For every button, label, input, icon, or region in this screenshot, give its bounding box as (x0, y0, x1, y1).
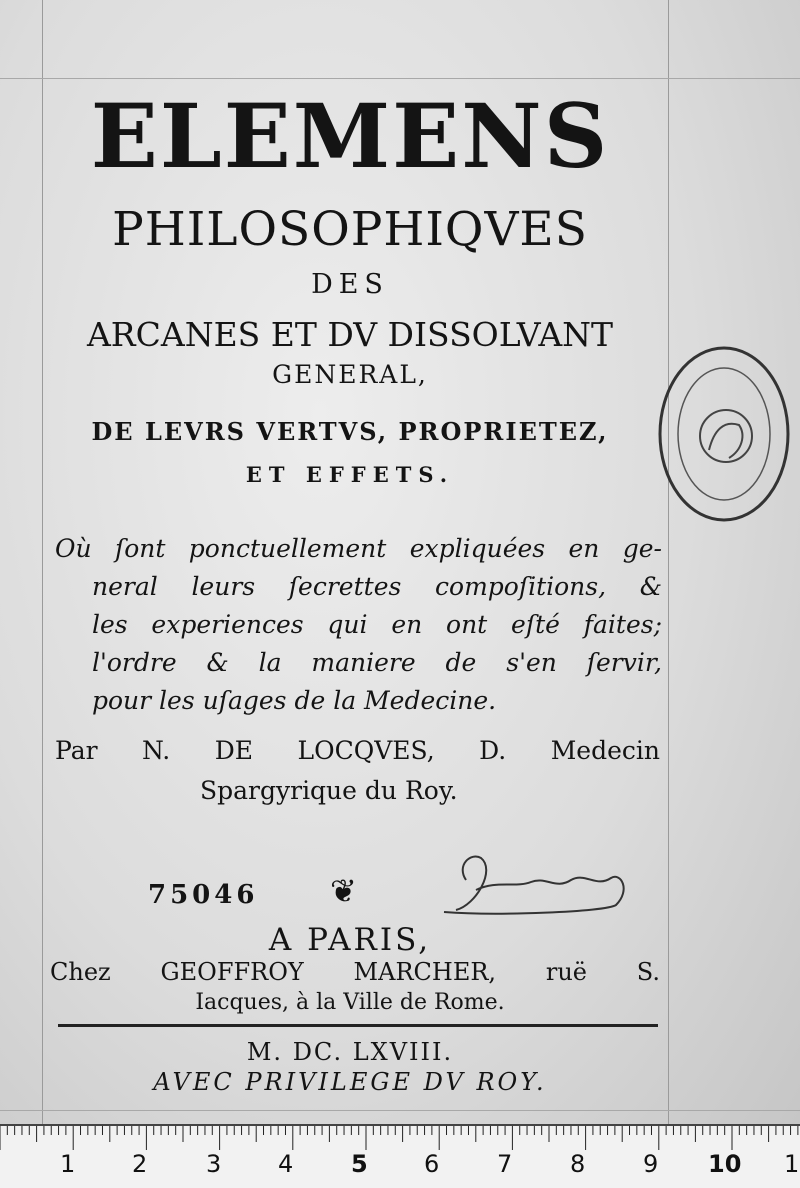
fleuron-ornament: ❦ (330, 872, 357, 910)
handwritten-signature (436, 850, 636, 920)
title-elemens: ELEMENS (90, 84, 610, 188)
guide-rule (0, 1110, 800, 1111)
ruler-label: 10 (708, 1150, 742, 1178)
ruler-ticks (0, 1126, 800, 1156)
subtitle-effets: ET EFFETS. (245, 462, 455, 487)
title-philosophiques: PHILOSOPHIQVES (112, 202, 588, 257)
imprint-city: A PARIS, (268, 922, 432, 958)
title-general: GENERAL, (272, 360, 428, 389)
ruler-label: 2 (132, 1150, 148, 1178)
shelf-number: 75046 (148, 880, 259, 910)
publisher-line: Chez GEOFFROY MARCHER, ruë S. (50, 958, 660, 986)
measuring-ruler (0, 1124, 800, 1188)
royal-privilege: AVEC PRIVILEGE DV ROY. (153, 1068, 547, 1096)
ruler-label: 4 (278, 1150, 294, 1178)
title-arcanes: ARCANES ET DV DISSOLVANT (86, 315, 614, 354)
publisher-address: Iacques, à la Ville de Rome. (195, 990, 505, 1015)
ruler-label: 3 (206, 1150, 222, 1178)
ruler-label: 8 (570, 1150, 586, 1178)
ruler-label: 1 (60, 1150, 76, 1178)
publication-date: M. DC. LXVIII. (246, 1038, 454, 1066)
description-line: les experiences qui en ont eſté faites; (92, 610, 662, 639)
ruler-label: 5 (351, 1150, 368, 1178)
ruler-label: 1 (784, 1150, 800, 1178)
ruler-label: 7 (497, 1150, 513, 1178)
author-line: Par N. DE LOCQVES, D. Medecin (55, 736, 660, 765)
title-des: DES (311, 269, 389, 300)
description-line: l'ordre & la maniere de s'en ſervir, (92, 648, 662, 677)
description-line: pour les uſages de la Medecine. (92, 686, 497, 715)
description-block (55, 530, 662, 720)
ruler-label: 6 (424, 1150, 440, 1178)
author-title: Spargyrique du Roy. (200, 776, 458, 805)
description-line: Où ſont ponctuellement expliquées en ge- (55, 534, 662, 563)
subtitle-vertus: DE LEVRS VERTVS, PROPRIETEZ, (91, 417, 609, 446)
description-line: neral leurs ſecrettes compoſitions, & (92, 572, 662, 601)
guide-rule (0, 78, 800, 79)
separator-rule (58, 1024, 658, 1027)
library-stamp (654, 340, 794, 528)
ruler-label: 9 (643, 1150, 659, 1178)
